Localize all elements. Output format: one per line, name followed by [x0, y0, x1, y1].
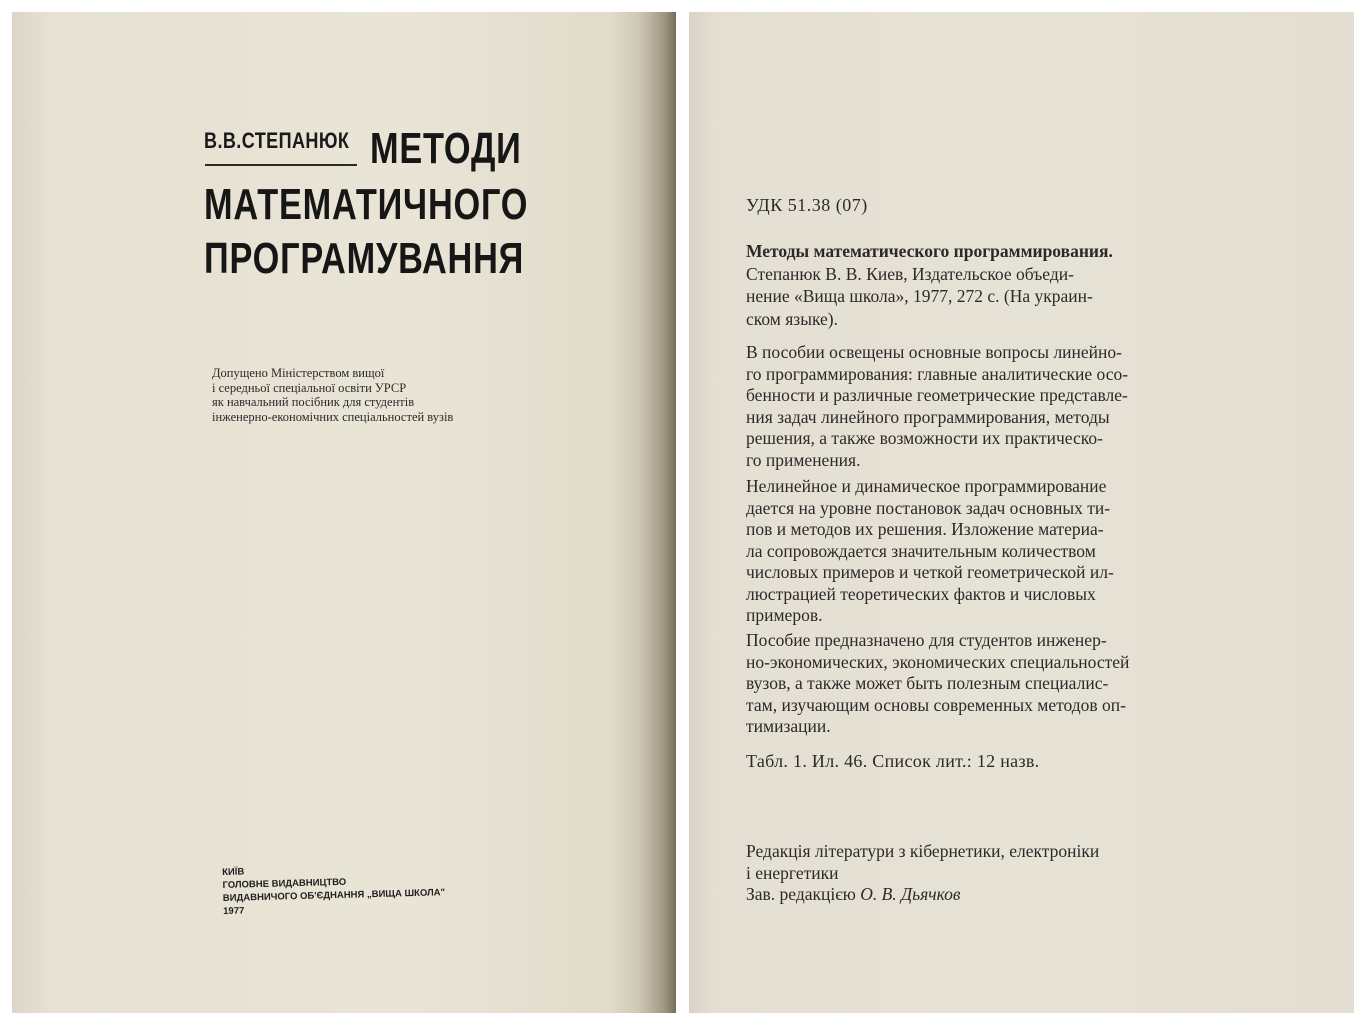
publisher-year: 1977 — [223, 905, 245, 917]
paragraph-line: го применения. — [746, 449, 861, 470]
summary-line: Степанюк В. В. Киев, Издательское объеди- — [746, 263, 1074, 284]
paragraph-line: но-экономических, экономических специальностей — [746, 651, 1130, 672]
approval-line: як навчальний посібник для студентів — [212, 395, 415, 409]
book-title-line-1: МЕТОДИ — [370, 124, 522, 173]
paragraph-line: го программирования: главные аналитические осо- — [746, 363, 1129, 384]
editorial-line: і енергетики — [746, 862, 839, 883]
editorial-credits — [746, 841, 1099, 906]
book-title-line-2: МАТЕМАТИЧНОГО — [204, 180, 529, 229]
approval-notice — [212, 366, 453, 424]
paragraph-line: ла сопровождается значительным количеством — [746, 540, 1096, 561]
abstract-paragraph-2 — [746, 476, 1286, 627]
publisher-imprint — [222, 860, 446, 918]
paragraph-line: примеров. — [746, 605, 823, 625]
paragraph-line: В пособии освещены основные вопросы линейно- — [746, 342, 1122, 362]
publisher-city: КИЇВ — [222, 866, 245, 878]
publisher-line: ГОЛОВНЕ ВИДАВНИЦТВО — [222, 876, 347, 891]
paragraph-line: числовых примеров и четкой геометрической ил- — [746, 562, 1114, 582]
abstract-paragraph-1 — [746, 342, 1286, 471]
paragraph-line: вузов, а также может быть полезным специалис- — [746, 673, 1109, 693]
author-name: В.В.СТЕПАНЮК — [204, 128, 350, 153]
paragraph-line: пов и методов их решения. Изложение материа- — [746, 519, 1104, 539]
paragraph-line: Нелинейное и динамическое программирование — [746, 476, 1107, 496]
summary-line: ском языке). — [746, 308, 839, 329]
editor-label: Зав. редакцією — [746, 884, 856, 904]
approval-line: і середньої спеціальної освіти УРСР — [212, 380, 407, 395]
paragraph-line: там, изучающим основы современных методов оп- — [746, 694, 1127, 715]
paragraph-line: Пособие предназначено для студентов инженер- — [746, 630, 1107, 650]
editorial-line: Редакція літератури з кібернетики, електроніки — [746, 841, 1100, 861]
udk-code: УДК 51.38 (07) — [746, 195, 868, 215]
paragraph-line: тимизации. — [746, 716, 831, 736]
publisher-line: ВИДАВНИЧОГО ОБ'ЄДНАННЯ „ВИЩА ШКОЛА" — [222, 887, 446, 904]
summary-line: нение «Вища школа», 1977, 272 с. (На украин- — [746, 286, 1093, 306]
book-stats: Табл. 1. Ил. 46. Список лит.: 12 назв. — [746, 751, 1040, 771]
editor-name: О. В. Дьячков — [860, 884, 961, 904]
paragraph-line: ния задач линейного программирования, методы — [746, 406, 1110, 427]
paragraph-line: люстрацией теоретических фактов и числовых — [746, 583, 1096, 604]
approval-line: інженерно-економічних спеціальностей вузів — [212, 409, 454, 424]
bibliographic-summary — [746, 240, 1286, 330]
summary-title: Методы математического программирования. — [746, 241, 1113, 261]
paragraph-line: решения, а также возможности их практическо- — [746, 428, 1103, 448]
author-underline — [205, 164, 357, 166]
book-title-line-3: ПРОГРАМУВАННЯ — [204, 234, 525, 283]
approval-line: Допущено Міністерством вищої — [212, 366, 385, 380]
paragraph-line: дается на уровне постановок задач основных ти- — [746, 497, 1111, 518]
abstract-paragraph-3 — [746, 630, 1286, 738]
paragraph-line: бенности и различные геометрические представле- — [746, 385, 1128, 405]
